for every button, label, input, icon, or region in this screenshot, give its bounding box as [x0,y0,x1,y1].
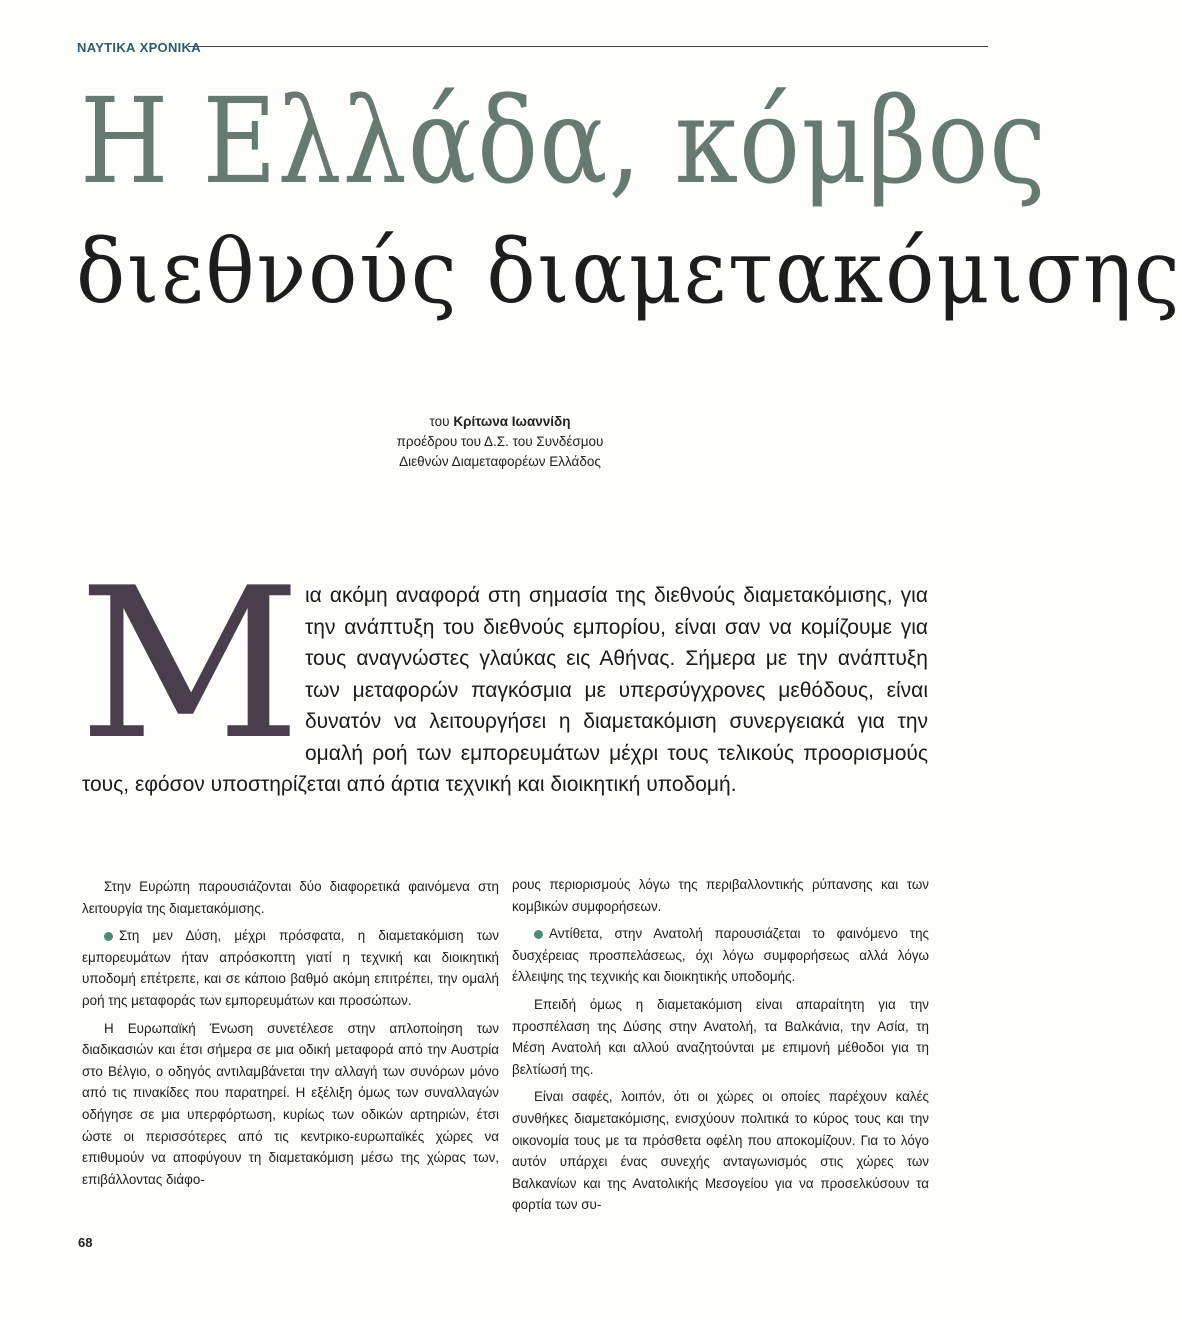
author-name: Κρίτωνα Ιωαννίδη [453,414,571,429]
article-title-line2: διεθνούς διαμετακόμισης [76,220,1182,323]
body-paragraph-text: Αντίθετα, στην Ανατολή παρουσιάζεται το φαινόμενο της δυσχέρειας προσπελάσεως, όχι λόγω συμφορήσεως αλλά λόγω έλλειψης της τεχνικής και διοικητικής υποδομής. [512,926,929,985]
bullet-icon [104,932,113,941]
byline-prefix: του [429,414,450,429]
bullet-icon [534,930,543,939]
drop-cap: Μ [78,544,302,786]
lead-paragraph [78,544,928,801]
body-paragraph: Επειδή όμως η διαμετακόμιση είναι απαραίτητη για την προσπέλαση της Δύσης στην Ανατολή, τα Βαλκάνια, την Ασία, τη Μέση Ανατολή και αλλού αναζητούνται με επιμονή μέθοδοι για τη βελτίωσή της. [512,996,929,1077]
body-paragraph: Η Ευρωπαϊκή Ένωση συνετέλεσε στην απλοποίηση των διαδικασιών και έτσι σήμερα σε μια οδική μεταφορά από την Αυστρία στο Βέλγιο, ο οδηγός αντιλαμβάνεται την αλλαγή των συνόρων μόνο από τις πινακίδες που παρατηρεί. Η εξέλιξη όμως των συναλλαγών οδήγησε σε μια υπερφόρτωση, κυρίως των οδικών αρτηριών, έτσι ώστε οι περισσότερες από τις κεντρικο-ευρωπαϊκές χώρες να επιθυμούν να αποφύγουν τη διαμετακόμιση μέσω της χώρας των, επιβάλλοντας διάφο- [82,1020,499,1187]
author-role-line1: προέδρου του Δ.Σ. του Συνδέσμου [396,434,604,449]
body-column-right [512,874,929,1222]
body-column-left [82,876,499,1196]
body-paragraph-bulleted [512,923,929,988]
article-title-line1: Η Ελλάδα, κόμβος [80,72,1047,210]
byline-author-line [300,412,700,432]
body-paragraph-continued: ρους περιορισμούς λόγω της περιβαλλοντικής ρύπανσης και των κομβικών συμφορήσεων. [512,877,929,914]
byline [300,412,700,472]
section-label: ΝΑΥΤΙΚΑ ΧΡΟΝΙΚΑ [77,40,201,55]
body-paragraph-bulleted [82,925,499,1011]
body-paragraph-text: Στη μεν Δύση, μέχρι πρόσφατα, η διαμετακόμιση των εμπορευμάτων ήταν απρόσκοπτη γιατί η τεχνική και διοικητική υποδομή επέτρεπε, και σε κάποιο βαθμό ακόμη επιτρέπει, την ομαλή ροή της μεταφοράς των εμπορευμάτων και προσώπων. [82,928,499,1008]
author-role-line2: Διεθνών Διαμεταφορέων Ελλάδος [399,454,601,469]
body-paragraph: Στην Ευρώπη παρουσιάζονται δύο διαφορετικά φαινόμενα στη λειτουργία της διαμετακόμισης. [82,879,499,916]
page-number: 68 [78,1235,93,1250]
header-rule [188,46,988,47]
lead-text: ια ακόμη αναφορά στη σημασία της διεθνούς διαμετακόμισης, για την ανάπτυξη του διεθνούς εμπορίου, είναι σαν να κομίζουμε για τους αναγνώστες γλαύκας εις Αθήνας. Σήμερα με την ανάπτυξη των μεταφορών παγκόσμια με υπερσύγχρονες μεθόδους, είναι δυνατόν να λειτουργήσει η διαμετακόμιση συνεργειακά για την ομαλή ροή των εμπορευμάτων μέχρι τους τελικούς προορισμούς τους, εφόσον υποστηρίζεται από άρτια τεχνική και διοικητική υποδομή. [82,584,928,796]
body-paragraph: Είναι σαφές, λοιπόν, ότι οι χώρες οι οποίες παρέχουν καλές συνθήκες διαμετακόμισης, ενισχύουν πολιτικά το κύρος τους και την οικονομία τους με τα πρόσθετα οφέλη που αποκομίζουν. Για το λόγο αυτόν υπάρχει ένας συνεχής ανταγωνισμός στις χώρες των Βαλκανίων και της Ανατολικής Μεσογείου για να προσελκύσουν τα φορτία των συ- [512,1089,929,1213]
